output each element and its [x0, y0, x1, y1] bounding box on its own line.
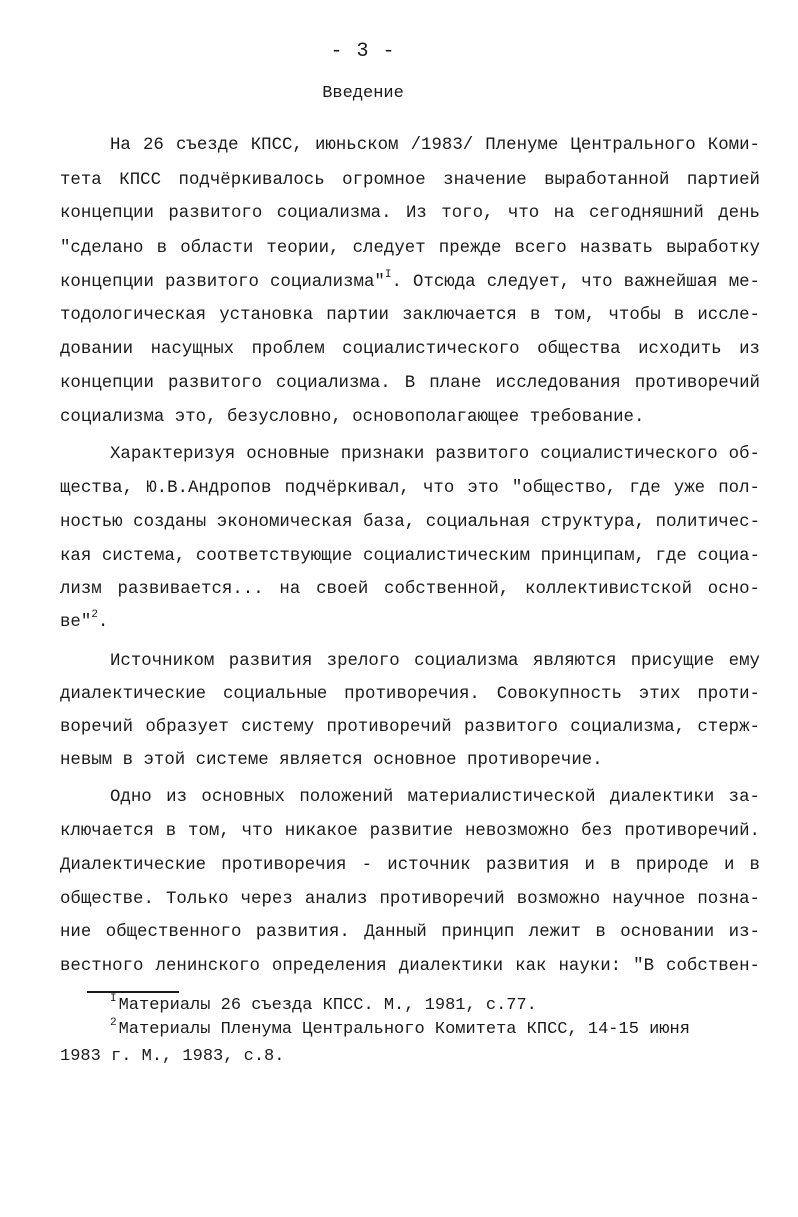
text-line — [60, 205, 760, 222]
footnote-mark: 2 — [110, 1017, 117, 1029]
text-line — [60, 857, 760, 874]
text-line — [60, 307, 760, 324]
line-text: невым в этой системе является основное противоречие. — [60, 751, 603, 770]
text-line — [60, 719, 760, 736]
line-text: концепции развитого социализма. Из того, что на сегодняшний день — [60, 204, 760, 223]
text-line — [60, 480, 760, 497]
page-number: - 3 - — [330, 40, 396, 63]
text-line — [110, 137, 760, 154]
text-line — [60, 686, 760, 703]
text-line — [110, 789, 760, 806]
line-text-continuation: . Отсюда следует, что важнейшая ме- — [391, 273, 760, 292]
text-line — [110, 653, 760, 670]
line-text: Источником развития зрелого социализма являются присущие ему — [110, 652, 760, 671]
footnote-mark: I — [110, 993, 117, 1005]
footnote — [110, 1017, 690, 1039]
line-text: обществе. Только через анализ противоречий возможно научное позна- — [60, 890, 760, 909]
footnote-reference: 2 — [91, 609, 98, 621]
line-text: социализма это, безусловно, основополагающее требование. — [60, 408, 645, 427]
section-heading: Введение — [322, 84, 404, 103]
line-text: Диалектические противоречия - источник развития и в природе и в — [60, 856, 760, 875]
text-line — [60, 823, 760, 840]
line-text-continuation: . — [97, 613, 109, 632]
text-line — [60, 548, 760, 565]
footnote-reference: I — [384, 269, 392, 281]
line-text: кая система, соответствующие социалистическим принципам, где социа- — [60, 547, 760, 566]
line-text: лизм развивается... на своей собственной, коллективистской осно- — [60, 580, 760, 599]
line-text: довании насущных проблем социалистического общества исходить из — [60, 340, 760, 359]
text-line — [60, 609, 109, 632]
text-line — [110, 446, 760, 463]
line-text: ние общественного развития. Данный принцип лежит в основании из- — [60, 923, 760, 942]
line-text: На 26 съезде КПСС, июньском /1983/ Пленуме Центрального Коми- — [110, 136, 760, 155]
line-text: Одно из основных положений материалистической диалектики за- — [110, 788, 760, 807]
footnote-text: Материалы Пленума Центрального Комитета КПСС, 14-15 июня — [118, 1020, 690, 1039]
line-text: тодологическая установка партии заключается в том, чтобы в иссле- — [60, 306, 760, 325]
text-line — [60, 409, 644, 426]
footnote-text: Материалы 26 съезда КПСС. М., 1981, с.77. — [118, 996, 537, 1015]
line-text: диалектические социальные противоречия. Совокупность этих проти- — [60, 685, 760, 704]
text-line — [60, 514, 760, 531]
text-line — [60, 240, 760, 257]
line-text: ключается в том, что никакое развитие невозможно без противоречий. — [60, 822, 760, 841]
line-text: "сделано в области теории, следует прежде всего назвать выработку — [60, 239, 760, 258]
line-text: щества, Ю.В.Андропов подчёркивал, что это "общество, где уже пол- — [60, 479, 760, 498]
text-line — [60, 924, 760, 941]
text-line — [60, 341, 760, 358]
text-line — [60, 752, 603, 769]
line-text: ве" — [60, 613, 92, 632]
text-line — [60, 581, 760, 598]
text-line — [60, 172, 760, 189]
line-text: Характеризуя основные признаки развитого социалистического об- — [110, 445, 760, 464]
text-line — [60, 891, 760, 908]
footnote-divider — [87, 991, 179, 993]
line-text: воречий образует систему противоречий развитого социализма, стерж- — [60, 718, 760, 737]
text-line — [60, 375, 760, 392]
text-line — [60, 269, 760, 292]
line-text: ностью созданы экономическая база, социальная структура, политичес- — [60, 513, 760, 532]
line-text: тета КПСС подчёркивалось огромное значение выработанной партией — [60, 171, 760, 190]
footnote — [110, 993, 537, 1015]
footnote-text: 1983 г. М., 1983, с.8. — [60, 1047, 285, 1066]
footnote — [60, 1048, 284, 1065]
line-text: концепции развитого социализма. В плане исследования противоречий — [60, 374, 760, 393]
line-text: вестного ленинского определения диалектики как науки: "В собствен- — [60, 957, 760, 976]
text-line — [60, 958, 760, 975]
line-text: концепции развитого социализма" — [60, 273, 385, 292]
